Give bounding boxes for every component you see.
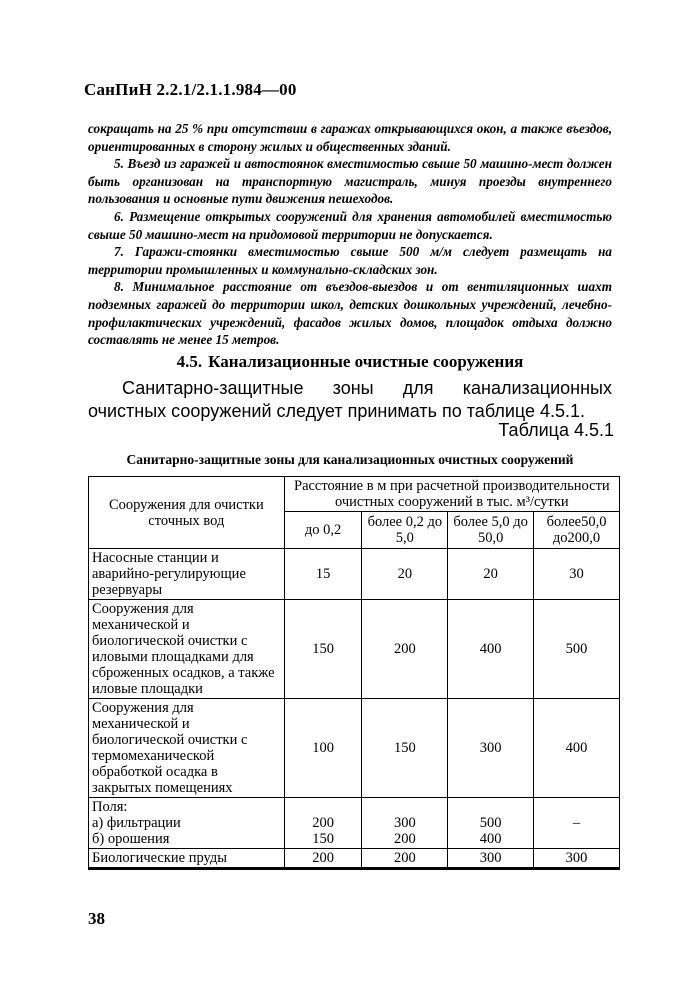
distance-value: 200 — [362, 849, 448, 869]
table-row — [89, 600, 620, 699]
header-capacity-4: более50,0 до200,0 — [534, 512, 620, 549]
section-number: 4.5. — [176, 352, 203, 371]
header-facility-column: Сооружения для очистки сточных вод — [89, 477, 285, 549]
distance-value: 500 — [534, 600, 620, 699]
distance-value: 400 — [448, 600, 534, 699]
italic-requirements-block — [88, 120, 612, 349]
fields-irrigation: б) орошения — [92, 831, 170, 847]
facility-name: Насосные станции и аварийно-регулирующие резервуары — [89, 549, 285, 600]
distance-value: 150 — [312, 831, 334, 847]
section-title: Канализационные очистные сооружения — [208, 352, 524, 371]
distance-value: 15 — [284, 549, 362, 600]
section-heading — [0, 352, 700, 372]
document-code-header: СанПиН 2.2.1/2.1.1.984—00 — [84, 80, 297, 99]
distance-value-pair — [284, 798, 362, 849]
distance-value: 100 — [284, 699, 362, 798]
paragraph-item-6: 6. Размещение открытых сооружений для хранения автомобилей вместимостью свыше 50 машино-мест на придомовой территории не допускается. — [88, 208, 612, 242]
header-capacity-2: более 0,2 до 5,0 — [362, 512, 448, 549]
facility-name: Биологические пруды — [89, 849, 285, 869]
section-intro-text: Санитарно-защитные зоны для канализационных очистных сооружений следует принимать по таблице 4.5.1. — [88, 378, 612, 421]
distance-value: 300 — [393, 815, 416, 831]
distance-value: 200 — [284, 849, 362, 869]
facility-name-fields — [89, 798, 285, 849]
facility-name: Сооружения для механической и биологической очистки с иловыми площадками для сброженных осадков, а также иловые площадки — [89, 600, 285, 699]
distance-value: 150 — [362, 699, 448, 798]
fields-filtration: а) фильтрации — [92, 815, 181, 831]
table-row — [89, 849, 620, 869]
distance-value: 150 — [284, 600, 362, 699]
distance-value: 300 — [448, 699, 534, 798]
table-caption: Санитарно-защитные зоны для канализационных очистных сооружений — [126, 452, 574, 467]
paragraph-item-7: 7. Гаражи-стоянки вместимостью свыше 500 м/м следует размещать на территории промышленных и коммунально-складских зон. — [88, 244, 612, 277]
paragraph-item-8: 8. Минимальное расстояние от въездов-выездов и от вентиляционных шахт подземных гаражей до территории школ, детских дошкольных учреждений, лечебно-профилактических учреждений, фасадов жилых домов, площадок отдыха должно составлять не менее 15 метров. — [88, 279, 612, 348]
paragraph-continuation: сокращать на 25 % при отсутствии в гаражах открывающихся окон, а также въездов, ориентированных в сторону жилых и общественных зданий. — [88, 121, 612, 154]
table-row — [89, 798, 620, 849]
distance-value: 200 — [393, 831, 416, 847]
distance-value: 200 — [312, 815, 334, 831]
section-intro — [88, 377, 612, 423]
distance-value: 400 — [479, 831, 502, 847]
distance-value: 20 — [362, 549, 448, 600]
distance-value: 20 — [448, 549, 534, 600]
table-number-label: Таблица 4.5.1 — [498, 420, 614, 440]
table-row — [89, 549, 620, 600]
page-number: 38 — [88, 909, 105, 928]
header-distance-group: Расстояние в м при расчетной производительности очистных сооружений в тыс. м³/сутки — [284, 477, 619, 512]
distance-value: 30 — [534, 549, 620, 600]
header-capacity-3: более 5,0 до 50,0 — [448, 512, 534, 549]
fields-heading: Поля: — [92, 799, 128, 815]
distance-value-pair — [448, 798, 534, 849]
sanitary-zones-table — [88, 476, 620, 870]
distance-value: – — [534, 798, 620, 849]
distance-value: 500 — [479, 815, 502, 831]
distance-value: 400 — [534, 699, 620, 798]
distance-value: 300 — [448, 849, 534, 869]
distance-value: 200 — [362, 600, 448, 699]
facility-name: Сооружения для механической и биологической очистки с термомеханической обработкой осадка в закрытых помещениях — [89, 699, 285, 798]
distance-value-pair — [362, 798, 448, 849]
header-capacity-1: до 0,2 — [284, 512, 362, 549]
table-header-row — [89, 477, 620, 512]
paragraph-item-5: 5. Въезд из гаражей и автостоянок вместимостью свыше 50 машино-мест должен быть организован на транспортную магистраль, минуя проезды внутреннего пользования и основные пути движения пешеходов. — [88, 156, 612, 207]
table-row — [89, 699, 620, 798]
distance-value: 300 — [534, 849, 620, 869]
